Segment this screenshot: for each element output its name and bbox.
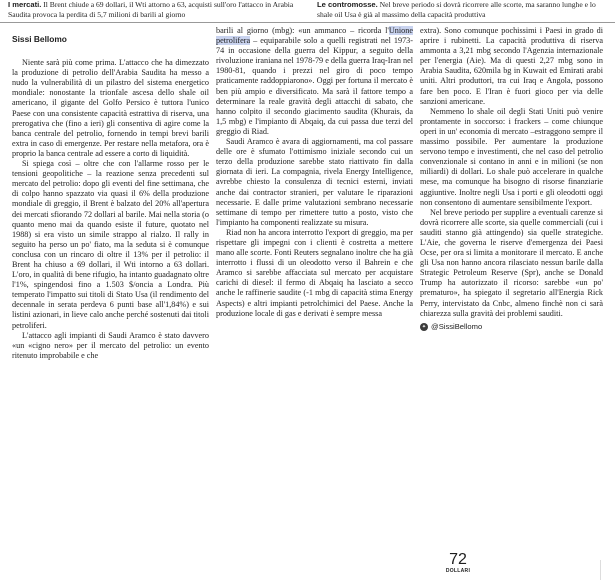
article-column-3: [420, 26, 603, 332]
paragraph: L'attacco agli impianti di Saudi Aramco è stato davvero «un «cigno nero» per il mercato del petrolio: un evento ritenuto improbabile e che: [12, 330, 209, 360]
paragraph: Nemmeno lo shale oil degli Stati Uniti può venire prontamente in soccorso: i frackers – come chiunque operi in un' economia di mercato –estraggono sempre il massimo possibile. Per aumentare la produzione servono tempo e investimenti, che nel caso del petrolio convenzionale si contano in anni e in milioni (se non miliardi) di dollari. Lo shale può accelerare in qualche mese, ma comunque ha bisogno di risorse finanziarie aggiuntive. Inoltre negli Usa i porti e gli oleodotti oggi non consentono di aumentare sensibilmente l'export.: [420, 106, 603, 207]
page-unit-label: DOLLARI: [445, 568, 471, 574]
header-strip: [0, 0, 615, 23]
header-right-label: Le contromosse.: [317, 0, 378, 9]
paragraph: Saudi Aramco è avara di aggiornamenti, ma col passare delle ore è sfumato l'ottimismo iniziale secondo cui un terzo della produzione sarebbe stato riattivato fin dalla giornata di ieri. La compagnia, rivela Energy Intelligence, avrebbe chiesto la consulenza di tecnici esterni, inviati anche dai contractor stranieri, per valutare le riparazioni necessarie. E dalle prime valutazioni sembrano necessarie settimane di tempo per rimettere tutto a posto, visto che l'impianto ha componenti realizzate su misura.: [216, 137, 413, 227]
paragraph: Riad non ha ancora interrotto l'export di greggio, ma per rispettare gli impegni con i clienti è costretta a mettere mano alle scorte. Fonti Reuters segnalano inoltre che ha già interrotto i flussi di un oleodotto verso il Bahrein e che Aramco si sarebbe affacciata sul mercato per acquistare carichi di diesel: il fermo di Abqaiq ha lasciato a secco anche le raffinerie saudite (-1 mbg di capacità stima Energy Aspects) e altri impianti petrolchimici del Paese. Anche la produzione locale di gas e derivati è sempre messa: [216, 227, 413, 318]
twitter-handle[interactable]: @SissiBellomo: [431, 321, 483, 331]
page-number: 72: [449, 551, 467, 568]
header-right: [317, 0, 609, 20]
header-left: [8, 0, 308, 20]
author-byline: Sissi Bellomo: [12, 34, 67, 44]
paragraph: Niente sarà più come prima. L'attacco che ha dimezzato la produzione di petrolio dell'Arabia Saudita ha messo a nudo la vulnerabilità di un pilastro del sistema energetico mondiale: nonostante la trionfale ascesa dello shale oil americano, il gigante del Golfo Persico è tuttora l'unico Paese con una consistente capacità estrattiva di riserva, una prerogativa che (fino a ieri) gli consentiva di agire come la banca centrale del petrolio, fornendo in tempi brevi barili extra in caso di emergenze. Per restare nella metafora, ora è proprio la banca centrale ad essere a corto di liquidità.: [12, 58, 209, 158]
article-column-1: [12, 26, 209, 361]
paragraph: extra). Sono comunque pochissimi i Paesi in grado di aprire i rubinetti. La capacità produttiva di riserva ammonta a 3,21 mbg secondo l'Agenzia internazionale per l'energia (Aie). Ma di questi 2,27 mbg sono in Arabia Saudita, 620mila bg in Kuwait ed Emirati arabi uniti. Altri produttori, tra cui Iraq e Angola, possono fare ben poco. E l'Iran è fuori gioco per via delle sanzioni americane.: [420, 26, 603, 106]
highlighted-text[interactable]: Unione petrolifera: [216, 26, 413, 46]
header-right-text: Nel breve periodo si dovrà ricorrere alle scorte, ma saranno lunghe e lo shale oil Usa è già al massimo della capacità produttiva: [317, 0, 596, 19]
twitter-credit[interactable]: [420, 322, 603, 332]
paragraph: Nel breve periodo per supplire a eventuali carenze si dovrà ricorrere alle scorte, sia quelle commerciali (cui i sauditi stanno già attingendo) sia quelle strategiche. L'Aie, che governa le riserve d'emergenza dei Paesi Ocse, per ora si limita a monitorare il mercato. E anche gli Usa non hanno ancora rilasciato nessun barile dalla Strategic Petroleum Reserve (Spr), anche se Donald Trump ha autorizzato il ricorso: sarebbe «un po' prematuro», ha spiegato il segretario all'Energia Rick Perry, intervistato da Cnbc, almeno finchè non ci sarà chiarezza sulla gravità dei problemi sauditi.: [420, 207, 603, 318]
paragraph: [216, 26, 413, 137]
header-left-text: Il Brent chiude a 69 dollari, il Wti attorno a 63, acquisti sull'oro l'attacco in Arabia Saudita provoca la perdita di 5,7 milioni di barili al giorno: [8, 0, 294, 19]
text-run: – equiparabile solo a quelli registrati nel 1973-74 in occasione della guerra del Kippur, a seguito della rivoluzione iraniana nel 1978-79 e della guerra Iraq-Iran nel 1980-81, quando i prezzi nel giro di poco tempo praticamente raddoppiarono». Oggi per fortuna il mercato è ben più ampio e diversificato. Ma sarà il fattore tempo a determinare la reale gravità degli attacchi di sabato, che hanno colpito il secondo giacimento saudita (Khurais, da 1,5 mbg) e l'impianto di Abqaiq, da cui passa due terzi del greggio di Riad.: [216, 36, 413, 136]
twitter-bird-icon: ✦: [421, 323, 427, 330]
header-left-label: I mercati.: [8, 0, 42, 9]
paragraph: Si spiega così – oltre che con l'allarme rosso per le tensioni geopolitiche – la reazione senza precedenti sul mercato del petrolio: dopo gli eventi del fine settimana, che di colpo hanno spazzato via quasi il 6% della produzione mondiale di greggio, il Brent è balzato del 20% all'apertura dei mercati sfiorando 72 dollari al barile. Mai nella storia (o quanto meno mai da quando esiste il future, quotato nel 1988) si era visto un simile strappo al rialzo. Il rally in seguito ha perso un po' fiato, ma la seduta si è comunque conclusa con un rincaro di oltre il 13% per il petrolio: il Brent ha chiuso a 69 dollari, il Wti intorno a 63 dollari. L'oro, in qualità di bene rifugio, ha intanto guadagnato oltre l'1%, spingendosi fino a 1.503 $/oncia a Londra. Più temperato l'impatto sui titoli di Stato Usa (il rendimento del decennale in serata perdeva 6 punti base all'1,84%) e sui listini azionari, in lieve calo anche perché sostenuti dai titoli petroliferi.: [12, 159, 209, 330]
text-run: barili al giorno (mbg): «un ammanco – ricorda l': [216, 26, 389, 35]
page-number-block: [443, 552, 473, 574]
article-column-2: [216, 26, 413, 319]
page-edge-divider: [600, 560, 601, 580]
